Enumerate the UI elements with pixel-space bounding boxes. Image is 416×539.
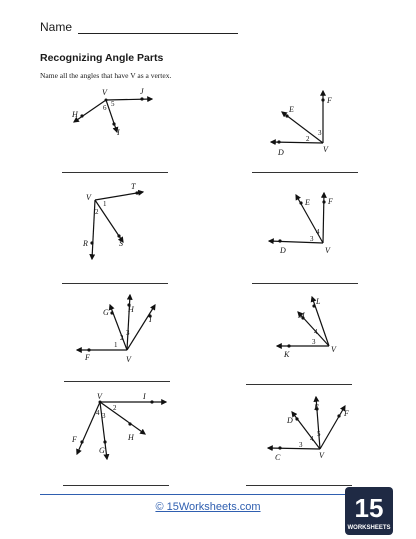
answer-line[interactable] bbox=[62, 283, 168, 284]
point-label: J bbox=[140, 87, 144, 96]
point-label: D bbox=[287, 416, 293, 425]
point-label: I bbox=[117, 128, 120, 137]
angle-figure-6 bbox=[275, 290, 355, 370]
footer-divider bbox=[40, 494, 376, 495]
angle-number: 3 bbox=[310, 235, 314, 243]
point-label: L bbox=[316, 297, 321, 306]
point-label: G bbox=[103, 308, 109, 317]
point-label: I bbox=[143, 392, 146, 401]
point-label: C bbox=[275, 453, 281, 462]
point-label: F bbox=[328, 197, 333, 206]
angle-figure-4 bbox=[263, 190, 343, 260]
point-label: V bbox=[126, 355, 131, 364]
point-label: R bbox=[83, 239, 88, 248]
answer-line[interactable] bbox=[62, 172, 168, 173]
angle-number: 2 bbox=[113, 404, 117, 412]
name-blank[interactable] bbox=[78, 33, 238, 34]
point-label: V bbox=[323, 145, 328, 154]
angle-figure-2 bbox=[263, 85, 343, 155]
point-label: V bbox=[97, 392, 102, 401]
point-label: S bbox=[119, 239, 123, 248]
angle-figure-3 bbox=[75, 180, 155, 260]
point-label: V bbox=[325, 246, 330, 255]
point-label: F bbox=[344, 409, 349, 418]
point-label: E bbox=[305, 198, 310, 207]
name-label: Name bbox=[40, 20, 73, 34]
point-label: H bbox=[128, 433, 134, 442]
angle-figure-7 bbox=[68, 392, 178, 472]
angle-number: 3 bbox=[318, 129, 322, 137]
angle-number: 3 bbox=[312, 338, 316, 346]
point-label: F bbox=[72, 435, 77, 444]
answer-line[interactable] bbox=[252, 283, 358, 284]
worksheet-title: Recognizing Angle Parts bbox=[40, 52, 164, 64]
point-label: I bbox=[149, 315, 152, 324]
point-label: H bbox=[128, 305, 134, 314]
angle-number: 2 bbox=[95, 208, 99, 216]
point-label: M bbox=[298, 311, 305, 320]
angle-figure-1 bbox=[60, 85, 170, 145]
answer-line[interactable] bbox=[64, 381, 170, 382]
point-label: V bbox=[86, 193, 91, 202]
point-label: V bbox=[319, 451, 324, 460]
angle-number: 5 bbox=[111, 100, 115, 108]
answer-line[interactable] bbox=[246, 485, 352, 486]
angle-number: 3 bbox=[102, 412, 106, 420]
point-label: F bbox=[85, 353, 90, 362]
point-label: F bbox=[327, 96, 332, 105]
angle-figure-8 bbox=[265, 392, 365, 472]
angle-number: 4 bbox=[314, 328, 318, 336]
15worksheets-logo bbox=[345, 487, 393, 535]
point-label: K bbox=[284, 350, 290, 359]
answer-line[interactable] bbox=[63, 485, 169, 486]
logo-number: 15 bbox=[354, 493, 384, 523]
answer-line[interactable] bbox=[246, 384, 352, 385]
angle-number: 1 bbox=[114, 341, 118, 349]
angle-number: 3 bbox=[126, 329, 130, 337]
logo-text: WORKSHEETS bbox=[347, 525, 391, 531]
footer-copyright-link[interactable]: © 15Worksheets.com bbox=[155, 501, 261, 513]
point-label: T bbox=[131, 182, 136, 191]
angle-number: 4 bbox=[316, 228, 320, 236]
angle-number: 4 bbox=[96, 409, 100, 417]
point-label: E bbox=[314, 403, 319, 412]
angle-figure-5 bbox=[75, 290, 175, 370]
angle-number: 1 bbox=[103, 200, 107, 208]
angle-number: 5 bbox=[317, 430, 321, 438]
instructions: Name all the angles that have V as a vertex. bbox=[40, 71, 172, 80]
point-label: V bbox=[331, 345, 336, 354]
point-label: E bbox=[289, 105, 294, 114]
point-label: D bbox=[280, 246, 286, 255]
point-label: H bbox=[72, 110, 78, 119]
answer-line[interactable] bbox=[252, 172, 358, 173]
angle-number: 4 bbox=[310, 435, 314, 443]
point-label: V bbox=[102, 88, 107, 97]
angle-number: 2 bbox=[120, 334, 124, 342]
point-label: D bbox=[278, 148, 284, 157]
angle-number: 3 bbox=[299, 441, 303, 449]
point-label: G bbox=[99, 446, 105, 455]
angle-number: 2 bbox=[306, 135, 310, 143]
angle-number: 6 bbox=[103, 104, 107, 112]
